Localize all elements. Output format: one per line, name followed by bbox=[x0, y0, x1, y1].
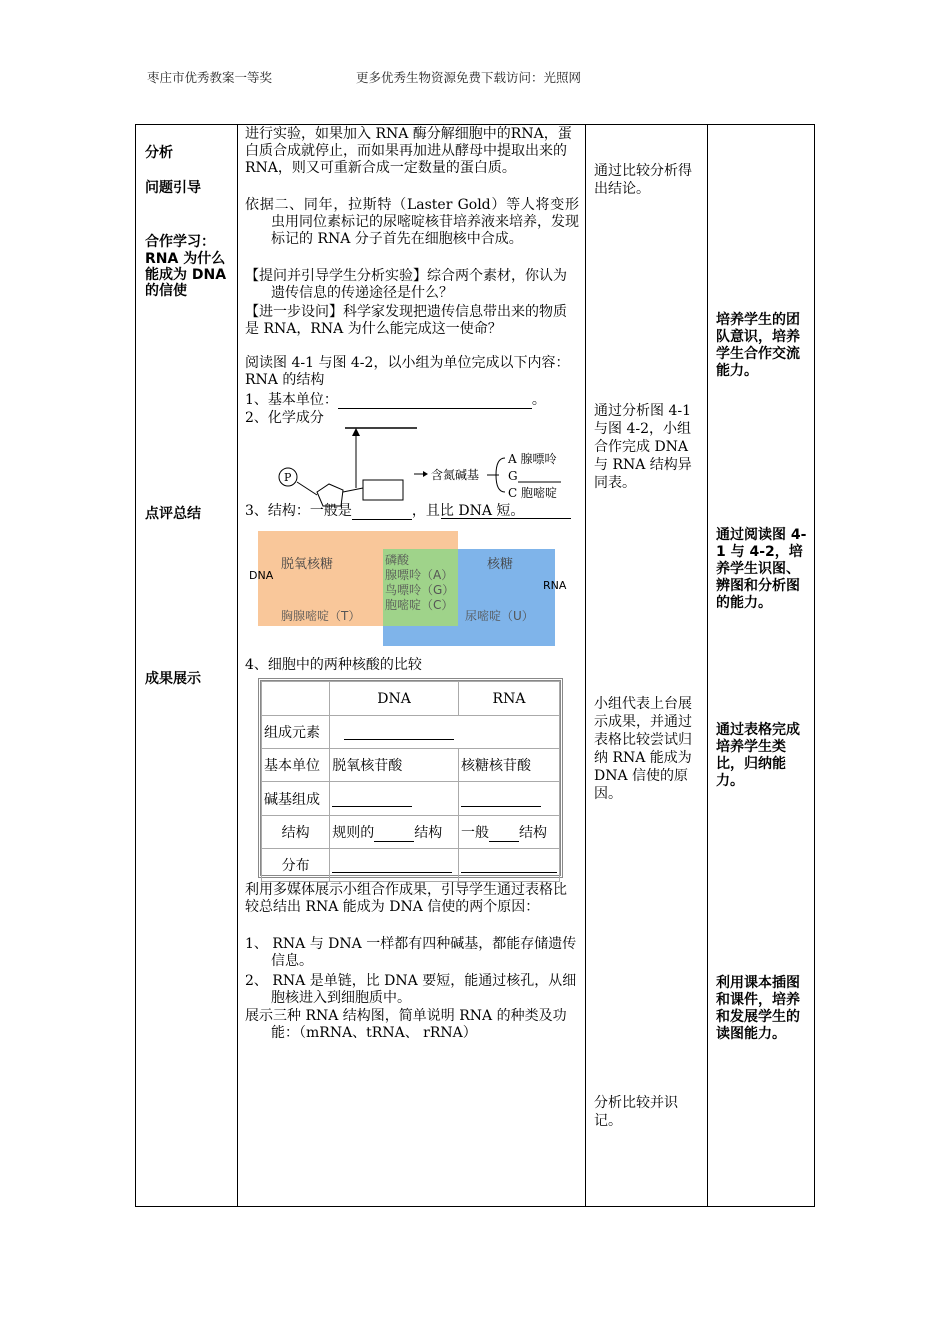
lesson-table bbox=[135, 124, 815, 1207]
base-g: G bbox=[508, 469, 518, 483]
base-label: 含氮碱基 bbox=[431, 468, 480, 482]
compare-row-unit: 基本单位 bbox=[262, 749, 330, 782]
base-c: C 胞嘧啶 bbox=[508, 486, 557, 500]
student-activity-3: 小组代表上台展示成果，并通过表格比较尝试归纳 RNA 能成为 DNA 信使的原因。 bbox=[594, 696, 692, 802]
base-a: A 腺嘌呤 bbox=[508, 452, 557, 466]
paragraph-evidence-2: 依据二、同年，拉斯特（Laster Gold）等人将变形虫用同位素标记的尿嘧啶核苷培养液来培养，发现标记的 RNA 分子首先在细胞核中合成。 bbox=[245, 197, 579, 247]
student-activity-2: 通过分析图 4-1 与图 4-2，小组合作完成 DNA 与 RNA 结构异同表。 bbox=[594, 403, 692, 491]
phosphate-label: P bbox=[284, 471, 292, 484]
structure-underline bbox=[441, 518, 571, 519]
design-intent-2: 通过阅读图 4-1 与 4-2，培养学生识图、辨图和分析图的能力。 bbox=[716, 527, 807, 611]
venn-uracil: 尿嘧啶（U） bbox=[465, 609, 534, 623]
paragraph-experiment: 进行实验，如果加入 RNA 酶分解细胞中的RNA，蛋白质合成就停止，而如果再加进从酵母中提取出来的 RNA，则又可重新合成一定数量的蛋白质。 bbox=[245, 126, 572, 176]
header-right: 更多优秀生物资源免费下载访问：光照网 bbox=[356, 70, 582, 85]
compare-row-distribution: 分布 bbox=[262, 849, 330, 882]
blank-basic-unit bbox=[338, 394, 532, 409]
venn-ribose: 核糖 bbox=[487, 557, 514, 572]
header-left: 枣庄市优秀教案一等奖 bbox=[147, 70, 273, 85]
stage-coop: 合作学习： bbox=[145, 234, 215, 250]
venn-dna-label: DNA bbox=[249, 569, 274, 582]
compare-unit-rna: 核糖核苷酸 bbox=[459, 749, 560, 782]
compare-structure-rna-b: 结构 bbox=[519, 825, 547, 841]
item-basic-unit-label: 1、基本单位： bbox=[245, 392, 338, 408]
venn-cytosine: 胞嘧啶（C） bbox=[385, 598, 454, 612]
venn-thymine: 胸腺嘧啶（T） bbox=[281, 609, 361, 623]
nucleic-acid-compare-table bbox=[258, 678, 563, 878]
venn-phosphate: 磷酸 bbox=[385, 553, 410, 567]
stage-coop-question: RNA 为什么能成为 DNA 的信使 bbox=[145, 251, 227, 299]
col-divider-3 bbox=[707, 125, 708, 1206]
compare-row-elements: 组成元素 bbox=[262, 716, 330, 749]
compare-unit-dna: 脱氧核苷酸 bbox=[330, 749, 459, 782]
item-structure-end: ，且比 DNA 短。 bbox=[411, 503, 525, 519]
blank-bases-rna bbox=[461, 792, 541, 807]
design-intent-3: 通过表格完成培养学生类比，归纳能力。 bbox=[716, 722, 800, 789]
compare-row-structure: 结构 bbox=[262, 816, 330, 849]
stage-analysis: 分析 bbox=[145, 145, 173, 161]
blank-bases-dna bbox=[332, 792, 412, 807]
paragraph-question: 【提问并引导学生分析实验】综合两个素材，你认为遗传信息的传递途径是什么？ bbox=[245, 268, 567, 301]
compare-structure-rna-a: 一般 bbox=[461, 825, 489, 841]
paragraph-rna-types: 展示三种 RNA 结构图，简单说明 RNA 的种类及功能：（mRNA、tRNA、 rRNA） bbox=[245, 1008, 567, 1041]
dna-rna-venn bbox=[245, 531, 577, 646]
compare-row-bases: 碱基组成 bbox=[262, 782, 330, 816]
item-basic-unit-end: 。 bbox=[531, 392, 546, 408]
blank-dist-dna bbox=[332, 858, 452, 873]
col-divider-1 bbox=[237, 125, 238, 1206]
reason-2: 2、 RNA 是单链，比 DNA 要短，能通过核孔，从细胞核进入到细胞质中。 bbox=[245, 973, 577, 1006]
paragraph-reading-task: 阅读图 4-1 与图 4-2，以小组为单位完成以下内容：RNA 的结构 bbox=[245, 355, 570, 388]
blank-dist-rna bbox=[461, 858, 557, 873]
venn-guanine: 鸟嘌呤（G） bbox=[385, 583, 455, 597]
venn-shared bbox=[385, 553, 454, 613]
compare-head-rna: RNA bbox=[459, 682, 560, 716]
compare-structure-dna-b: 结构 bbox=[414, 825, 443, 841]
compare-head-dna: DNA bbox=[330, 682, 459, 716]
student-activity-1: 通过比较分析得出结论。 bbox=[594, 163, 692, 197]
compare-structure-dna-a: 规则的 bbox=[332, 825, 375, 841]
stage-review: 点评总结 bbox=[145, 506, 201, 522]
reason-1: 1、 RNA 与 DNA 一样都有四种碱基，都能存储遗传信息。 bbox=[245, 936, 577, 969]
venn-deoxyribose: 脱氧核糖 bbox=[281, 557, 334, 572]
venn-adenine: 腺嘌呤（A） bbox=[385, 568, 454, 582]
item-structure-label: 3、结构：一般是 bbox=[245, 503, 352, 519]
item-chemical-label: 2、化学成分 bbox=[245, 410, 324, 426]
item-basic-unit bbox=[245, 392, 546, 409]
blank-structure-rna bbox=[489, 827, 519, 842]
stage-question: 问题引导 bbox=[145, 180, 201, 196]
item-compare: 4、细胞中的两种核酸的比较 bbox=[245, 657, 422, 673]
blank-structure-dna bbox=[374, 827, 414, 842]
venn-rna-label: RNA bbox=[543, 579, 567, 592]
design-intent-1: 培养学生的团队意识，培养学生合作交流能力。 bbox=[716, 312, 800, 379]
stage-show: 成果展示 bbox=[145, 671, 201, 687]
design-intent-4: 利用课本插图和课件，培养和发展学生的读图能力。 bbox=[716, 975, 800, 1042]
blank-structure bbox=[352, 505, 412, 520]
col-divider-2 bbox=[585, 125, 586, 1206]
paragraph-further-question: 【进一步设问】科学家发现把遗传信息带出来的物质是 RNA，RNA 为什么能完成这一使命？ bbox=[245, 304, 567, 337]
paragraph-summary: 利用多媒体展示小组合作成果，引导学生通过表格比较总结出 RNA 能成为 DNA 信使的两个原因： bbox=[245, 882, 567, 915]
blank-elements bbox=[344, 725, 454, 740]
student-activity-4: 分析比较并识记。 bbox=[594, 1095, 678, 1129]
nucleotide-diagram bbox=[271, 420, 571, 512]
